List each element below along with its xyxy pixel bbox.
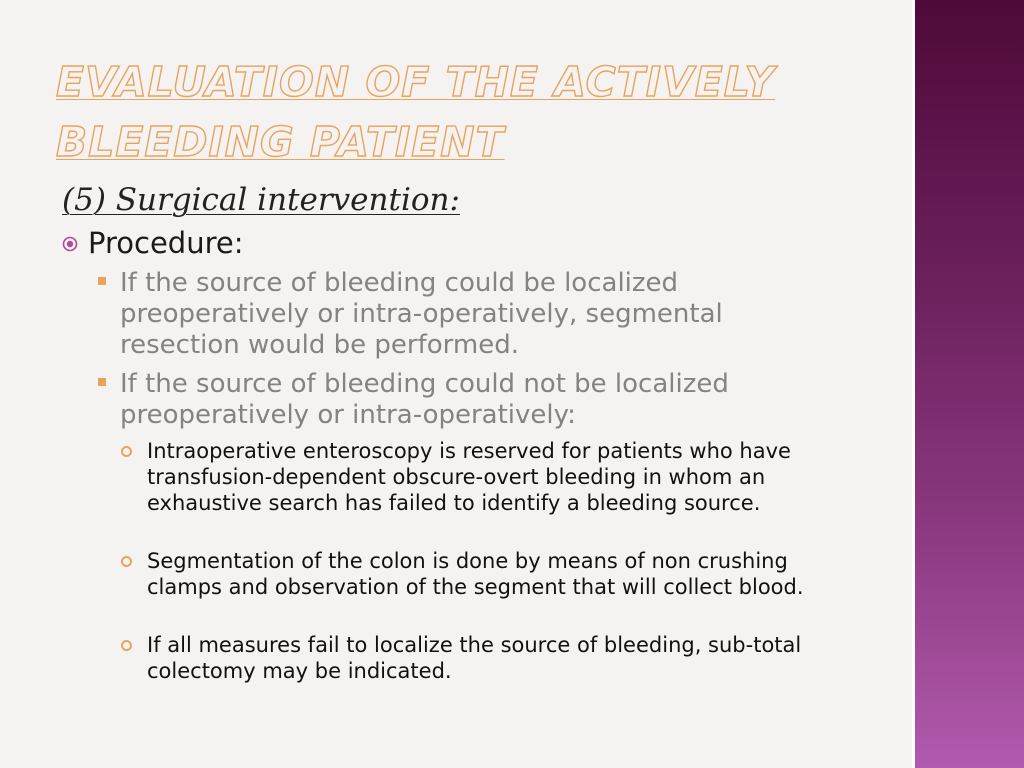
bullet-procedure xyxy=(62,226,243,260)
sub-item-text: Intraoperative enteroscopy is reserved for patients who have transfusion-dependent obscure-overt bleeding in whom an exhaustive search has failed to identify a bleeding source. xyxy=(147,439,791,515)
sub-item-enteroscopy xyxy=(121,438,861,516)
ring-bullet-icon xyxy=(121,640,132,651)
list-item-not-localized xyxy=(98,369,838,431)
bullet-procedure-label: Procedure: xyxy=(88,226,244,260)
square-bullet-icon xyxy=(98,277,106,285)
sub-item-segmentation xyxy=(121,548,861,600)
circled-dot-icon xyxy=(62,236,78,252)
list-item-text: If the source of bleeding could not be localized preoperatively or intra-operatively: xyxy=(120,369,729,430)
sub-item-text: Segmentation of the colon is done by means of non crushing clamps and observation of the segment that will collect blood. xyxy=(147,549,804,599)
section-subheading: (5) Surgical intervention: xyxy=(62,182,460,218)
sub-item-text: If all measures fail to localize the source of bleeding, sub-total colectomy may be indicated. xyxy=(147,633,802,683)
ring-bullet-icon xyxy=(121,556,132,567)
ring-bullet-icon xyxy=(121,446,132,457)
list-item-localized xyxy=(98,268,838,361)
slide-title: EVALUATION OF THE ACTIVELY BLEEDING PATIENT xyxy=(56,58,776,166)
sub-item-colectomy xyxy=(121,632,861,684)
list-item-text: If the source of bleeding could be localized preoperatively or intra-operatively, segmental resection would be performed. xyxy=(120,268,723,360)
square-bullet-icon xyxy=(98,378,106,386)
decorative-side-bar xyxy=(912,0,1024,768)
